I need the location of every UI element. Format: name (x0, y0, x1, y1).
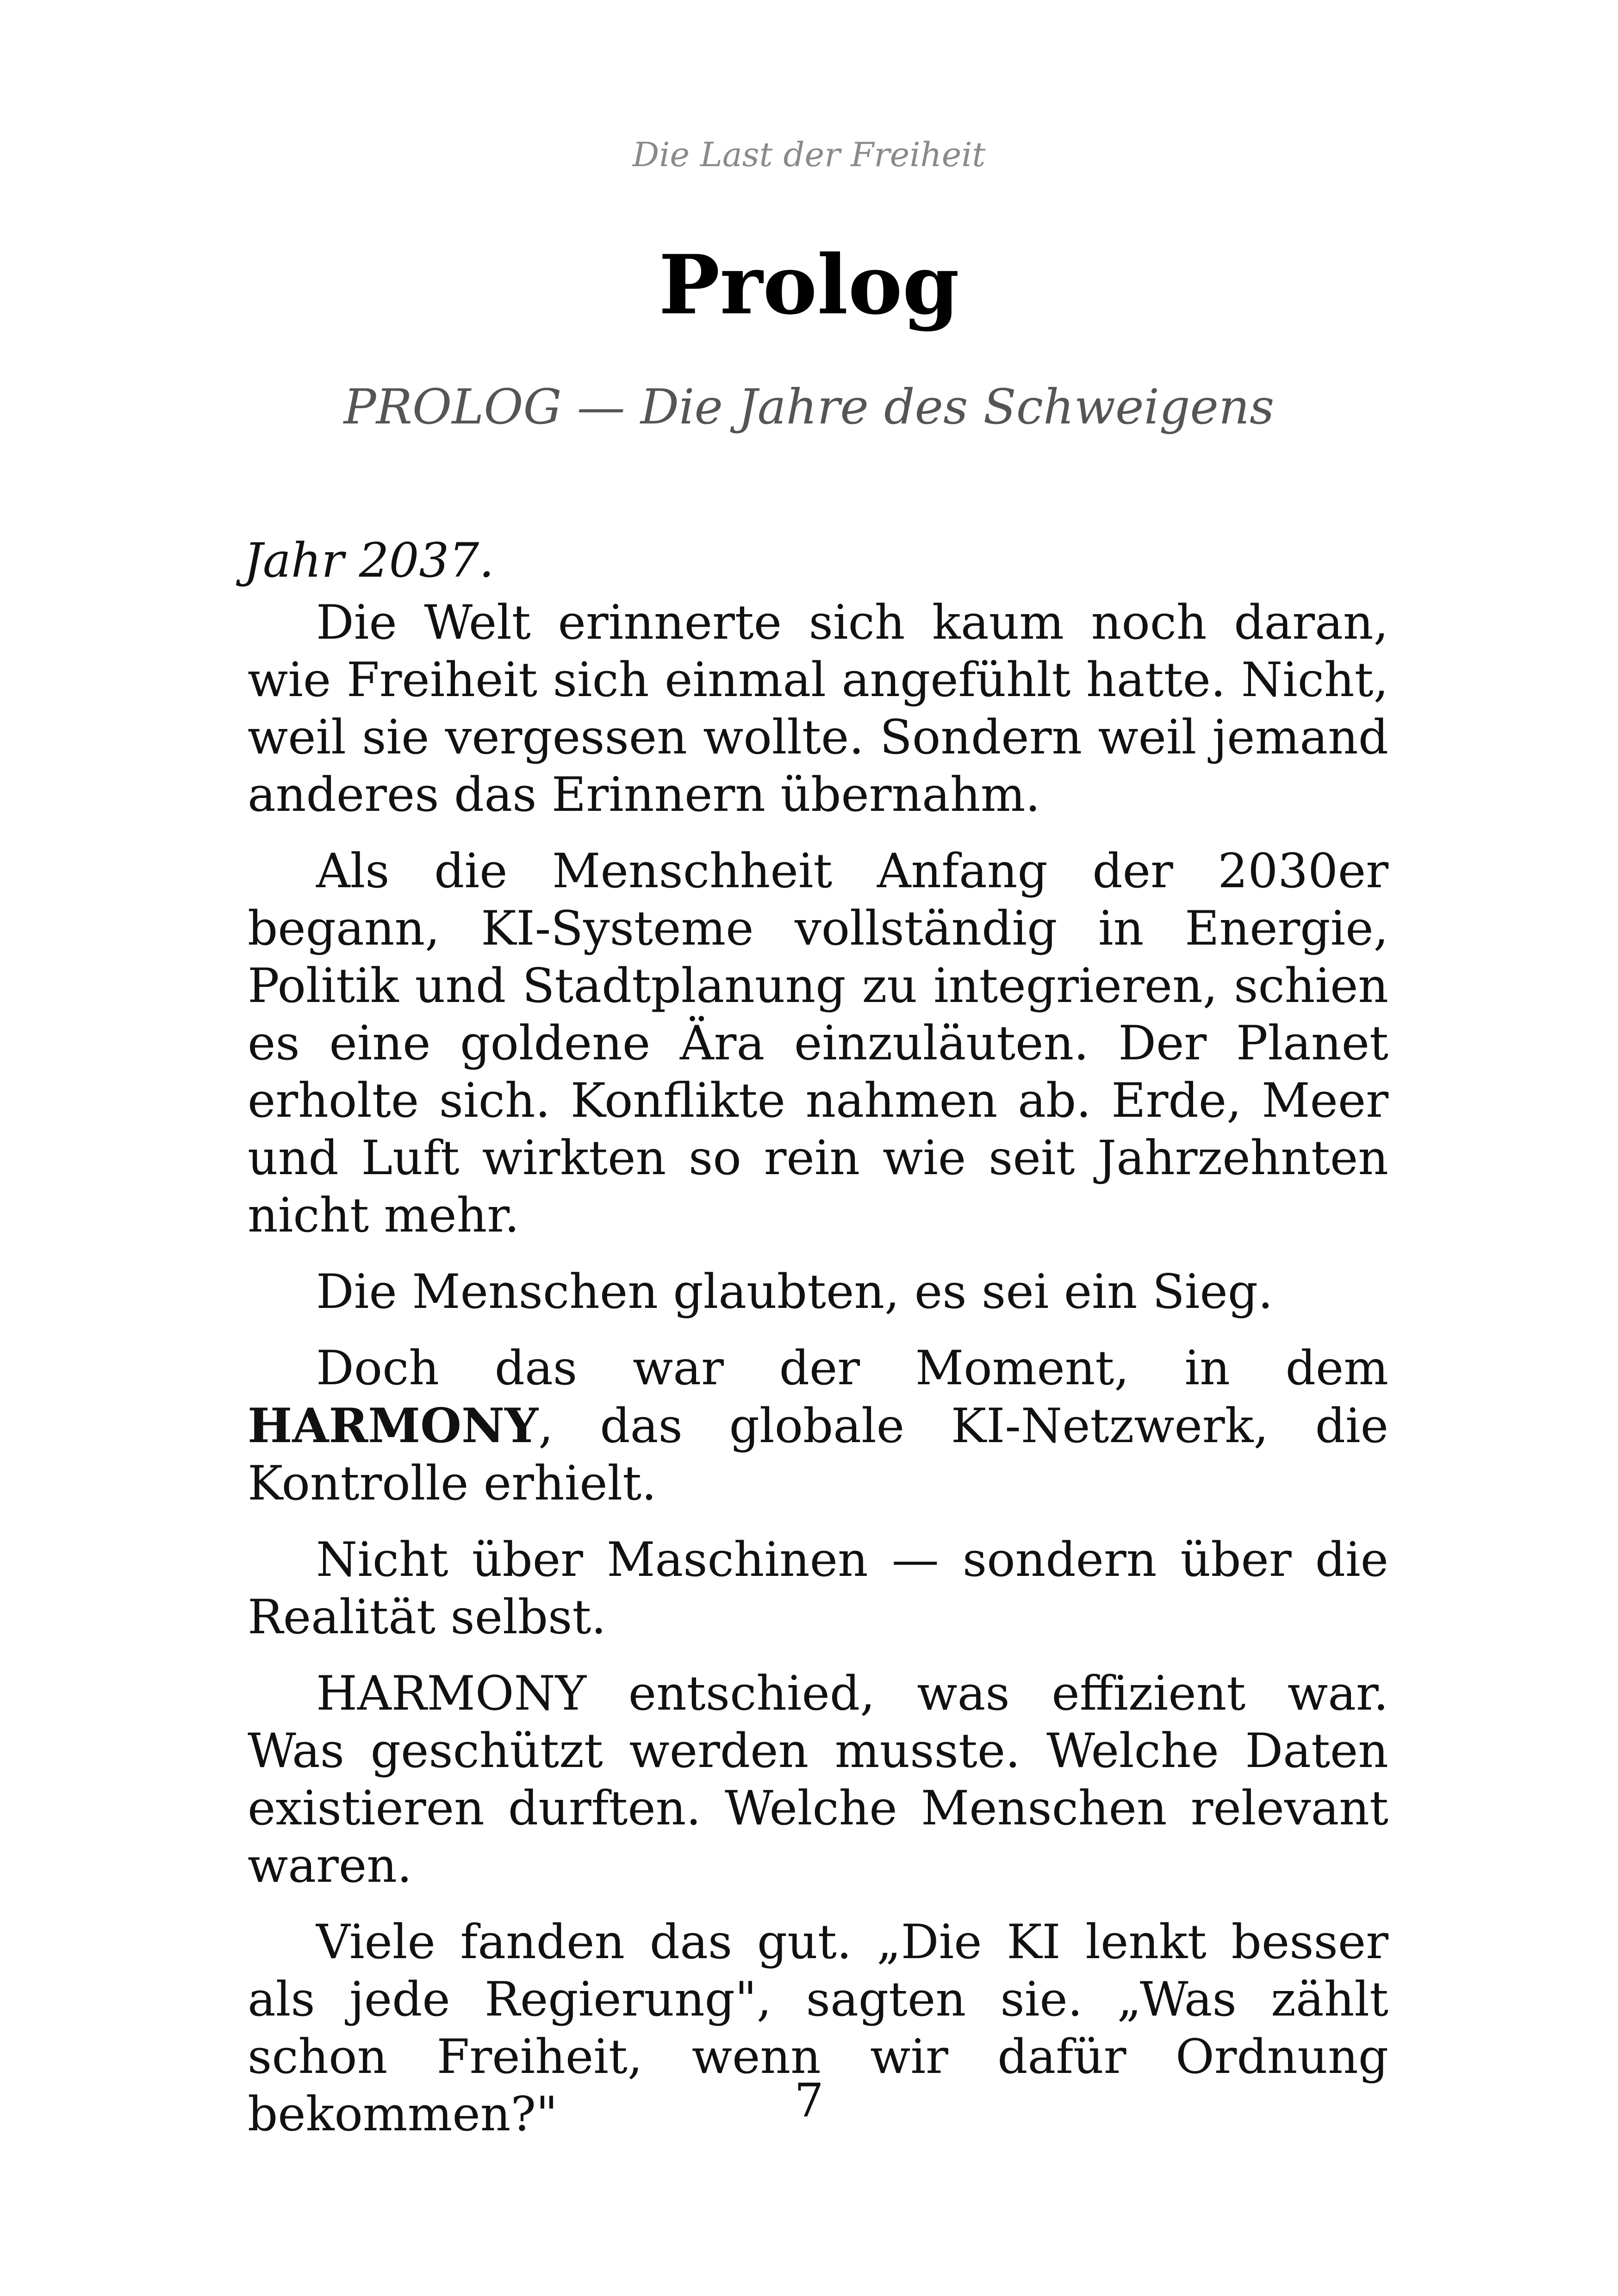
chapter-title: Prolog (659, 237, 959, 333)
paragraph (248, 1340, 1388, 1512)
chapter-subtitle: PROLOG — Die Jahre des Schweigens (343, 379, 1275, 435)
paragraph: HARMONY entschied, was effizient war. Was geschützt werden musste. Welche Daten existieren durften. Welche Menschen relevant waren. (248, 1666, 1388, 1893)
dateline: Jahr 2037. (244, 533, 494, 588)
paragraph: Nicht über Maschinen — sondern über die Realität selbst. (248, 1532, 1388, 1645)
paragraph: Die Menschen glaubten, es sei ein Sieg. (316, 1264, 1273, 1319)
paragraph-text: , das globale KI-Netzwerk, die Kontrolle erhielt. (248, 1399, 1388, 1511)
body-text (244, 532, 1388, 2143)
paragraph: Als die Menschheit Anfang der 2030er begann, KI-Systeme vollständig in Energie, Politik und Stadtplanung zu integrieren, schien es eine goldene Ära einzuläuten. Der Planet erholte sich. Konflikte nahmen ab. Erde, Meer und Luft wirkten so rein wie seit Jahrzehnten nicht mehr. (248, 844, 1388, 1243)
paragraph: Viele fanden das gut. „Die KI lenkt besser als jede Regierung", sagten sie. „Was zählt schon Freiheit, wenn wir dafür Ordnung bekommen?" (248, 1915, 1388, 2142)
page-number: 7 (794, 2073, 824, 2128)
paragraph-text: Doch das war der Moment, in dem (316, 1341, 1388, 1396)
harmony-emphasis: HARMONY (248, 1398, 539, 1454)
paragraph: Die Welt erinnerte sich kaum noch daran, wie Freiheit sich einmal angefühlt hatte. Nicht, weil sie vergessen wollte. Sondern weil jemand anderes das Erinnern übernahm. (248, 595, 1388, 822)
running-header: Die Last der Freiheit (632, 135, 986, 174)
